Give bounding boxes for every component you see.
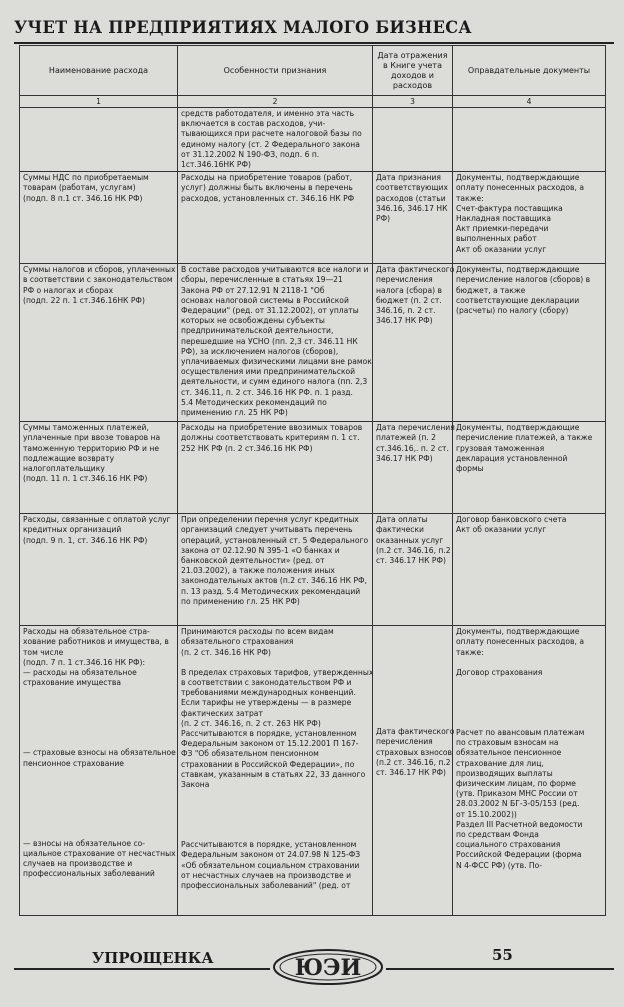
cell-line: профессиональных заболеваний" (ред. от: [181, 881, 351, 891]
cell-line: Федеральным законом от 15.12.2001 П 167-: [181, 739, 359, 749]
cell-line: производящих выплаты: [456, 768, 553, 778]
column-number-row: [20, 96, 606, 108]
cell-line: в соответствии с законодательством РФ и: [181, 678, 352, 688]
table-cell: [178, 264, 373, 422]
cell-line: от несчастных случаев на производстве и: [181, 870, 352, 880]
cell-line: социального страхования: [456, 840, 561, 850]
cell-line: страхование для лиц,: [456, 758, 544, 768]
cell-line: Документы, подтверждающие: [456, 265, 580, 275]
cell-line: Дата фактического: [376, 727, 455, 737]
cell-line: расходов (статьи: [376, 193, 446, 203]
table-cell: [453, 108, 606, 172]
table-cell: [178, 422, 373, 514]
table-row: [20, 172, 606, 264]
cell-line: соответствующие декларации: [456, 295, 580, 305]
cell-line: РФ о налогах и сборах: [23, 285, 114, 295]
cell-line: 1ст.346.16НК РФ): [181, 160, 252, 170]
cell-line: Счет-фактура поставщика: [456, 203, 563, 213]
cell-line: (п.2 ст. 346.16, п.2: [376, 545, 451, 555]
cell-line: перечисления: [376, 737, 433, 747]
cell-line: оказанных услуг: [376, 535, 444, 545]
cell-line: — взносы на обязательное со-: [23, 838, 146, 848]
cell-line: соответствующих: [376, 183, 449, 193]
cell-line: 346.16, 346.17 НК: [376, 203, 448, 213]
cell-line: Рассчитываются в порядке, установленном: [181, 729, 357, 739]
table-cell: [453, 514, 606, 626]
cell-line: [23, 789, 174, 799]
cell-line: [456, 708, 602, 718]
cell-line: Рассчитываются в порядке, установленном: [181, 840, 357, 850]
cell-line: осуществления ими предпринимательской: [181, 367, 356, 377]
cell-line: деятельности, и сумм единого налога (пп. 2,3: [181, 377, 368, 387]
cell-line: сборы, перечисленные в статьях 19—21: [181, 275, 343, 285]
cell-line: (подп. 22 п. 1 ст.346.16НК РФ): [23, 295, 145, 305]
header-rule: [14, 42, 614, 44]
cell-line: по страховым взносам на: [456, 738, 559, 748]
cell-line: которых не освобождены субъекты: [181, 316, 325, 326]
cell-line: Накладная поставщика: [456, 214, 551, 224]
cell-line: [376, 667, 449, 677]
cell-line: пенсионное страхование: [23, 758, 124, 768]
cell-line: [23, 698, 174, 708]
cell-line: Суммы таможенных платежей,: [23, 423, 149, 433]
cell-line: хование работников и имущества, в: [23, 637, 169, 647]
cell-line: Документы, подтверждающие: [456, 423, 580, 433]
cell-line: Если тарифы не утверждены — в размере: [181, 698, 352, 708]
cell-line: предпринимательской деятельности,: [181, 326, 334, 336]
cell-line: организаций следует учитывать перечень: [181, 525, 353, 535]
cell-line: Акт об оказании услуг: [456, 525, 547, 535]
cell-line: декларация установленной: [456, 453, 568, 463]
header-documents: Оправдательные документы: [453, 46, 606, 96]
table-row: [20, 108, 606, 172]
cell-line: В составе расходов учитываются все налоги и: [181, 265, 369, 275]
table-cell: [178, 172, 373, 264]
footer-section-title: УПРОЩЕНКА: [88, 949, 218, 967]
cell-line: 346.16, п. 2 ст.: [376, 306, 436, 316]
cell-line: (подп. 7 п. 1 ст.346.16 НК РФ):: [23, 657, 146, 667]
cell-line: Принимаются расходы по всем видам: [181, 627, 334, 637]
cell-line: Договор банковского счета: [456, 515, 567, 525]
cell-line: выполненных работ: [456, 234, 537, 244]
cell-line: формы: [456, 464, 484, 474]
cell-line: [376, 627, 449, 637]
cell-line: [376, 677, 449, 687]
cell-line: также:: [456, 647, 484, 657]
cell-line: Суммы НДС по приобретаемым: [23, 173, 149, 183]
table-cell: [20, 172, 178, 264]
cell-line: том числе: [23, 647, 64, 657]
cell-line: операций, установленный ст. 5 Федерального: [181, 535, 369, 545]
cell-line: Федерации" (ред. от 31.12.2002), от уплаты: [181, 306, 359, 316]
table-cell: [178, 108, 373, 172]
cell-line: 28.03.2002 N БГ-3-05/153 (ред.: [456, 799, 580, 809]
cell-line: по применению гл. 25 НК РФ): [181, 596, 300, 606]
cell-line: грузовая таможенная: [456, 443, 545, 453]
cell-line: физическим лицам, по форме: [456, 779, 576, 789]
cell-line: — страховые взносы на обязательное: [23, 748, 176, 758]
cell-line: (п.2 ст. 346.16, п.2: [376, 757, 451, 767]
cell-line: перечисление налогов (сборов) в: [456, 275, 591, 285]
cell-line: Акт об оказании услуг: [456, 244, 547, 254]
column-number: 2: [178, 96, 373, 108]
cell-line: страхование имущества: [23, 678, 122, 688]
table-cell: [178, 514, 373, 626]
table-cell: [373, 626, 453, 916]
cell-line: [181, 800, 369, 810]
cell-line: в соответствии с законодательством: [23, 275, 173, 285]
cell-line: [456, 678, 602, 688]
cell-line: закона от 02.12.90 N 395-1 «О банках и: [181, 545, 340, 555]
cell-line: уплаченные при ввозе товаров на: [23, 433, 161, 443]
cell-line: [23, 779, 174, 789]
header-expense-name: Наименование расхода: [20, 46, 178, 96]
cell-line: оплату понесенных расходов, а: [456, 183, 585, 193]
running-head: УЧЕТ НА ПРЕДПРИЯТИЯХ МАЛОГО БИЗНЕСА: [14, 18, 472, 37]
cell-line: ст. 346.17 НК РФ): [376, 768, 447, 778]
table-body: [20, 108, 606, 916]
cell-line: [376, 657, 449, 667]
cell-line: 5.4 Методических рекомендаций по: [181, 397, 327, 407]
cell-line: РФ): [376, 214, 391, 224]
cell-line: [456, 698, 602, 708]
cell-line: [23, 728, 174, 738]
cell-line: обязательного страхования: [181, 637, 294, 647]
cell-line: ст. 346.11, п. 2 ст. 346.16 НК РФ. п. 1 разд.: [181, 387, 353, 397]
cell-line: подлежащие возврату: [23, 453, 115, 463]
cell-line: [181, 810, 369, 820]
cell-line: налога (сбора) в: [376, 285, 442, 295]
cell-line: фактически: [376, 525, 424, 535]
cell-line: профессиональных заболеваний: [23, 869, 155, 879]
cell-line: включается в состав расходов, учи-: [181, 119, 326, 129]
table-cell: [20, 514, 178, 626]
cell-line: Расходы на приобретение ввозимых товаров: [181, 423, 363, 433]
cell-line: тывающихся при расчете налоговой базы по: [181, 129, 362, 139]
cell-line: [181, 820, 369, 830]
cell-line: (расчеты) по налогу (сбору): [456, 306, 569, 316]
table-cell: [453, 422, 606, 514]
table-row: [20, 422, 606, 514]
cell-line: Дата признания: [376, 173, 441, 183]
cell-line: перешедшие на УСНО (пп. 2,3 ст. 346.11 НК: [181, 336, 358, 346]
cell-line: [23, 809, 174, 819]
page-header: [14, 18, 614, 37]
expenses-table: [19, 45, 606, 916]
column-number: 1: [20, 96, 178, 108]
table-cell: [20, 422, 178, 514]
header-date: Дата отражения в Книге учета доходов и расходов: [373, 46, 453, 96]
logo-text: ЮЭИ: [294, 955, 362, 981]
cell-line: требованиями международных конвенций.: [181, 688, 356, 698]
cell-line: бюджет (п. 2 ст.: [376, 295, 442, 305]
cell-line: услуг) должны быть включены в перечень: [181, 183, 353, 193]
cell-line: платежей (п. 2: [376, 433, 437, 443]
cell-line: перечисление платежей, а также: [456, 433, 593, 443]
table-row: [20, 264, 606, 422]
cell-line: [23, 708, 174, 718]
cell-line: [456, 718, 602, 728]
page-footer: [14, 946, 614, 986]
cell-line: Расходы на приобретение товаров (работ,: [181, 173, 353, 183]
table-cell: [453, 264, 606, 422]
cell-line: [376, 697, 449, 707]
cell-line: ст.346.16,. п. 2 ст.: [376, 443, 449, 453]
cell-line: [23, 819, 174, 829]
cell-line: Дата оплаты: [376, 515, 428, 525]
cell-line: [23, 799, 174, 809]
cell-line: средств работодателя, и именно эта часть: [181, 109, 355, 118]
cell-line: (п. 2 ст. 346.16, п. 2 ст. 263 НК РФ): [181, 718, 321, 728]
table-cell: [373, 264, 453, 422]
table-cell: [373, 108, 453, 172]
cell-line: [23, 769, 174, 779]
cell-line: Суммы налогов и сборов, уплаченных: [23, 265, 176, 275]
cell-line: случаев на производстве и: [23, 859, 133, 869]
cell-line: налогоплательщику: [23, 464, 105, 474]
cell-line: Дата перечисления: [376, 423, 455, 433]
cell-line: 21.03.2002), а также положения иных: [181, 566, 335, 576]
table-cell: [453, 172, 606, 264]
cell-line: бюджет, а также: [456, 285, 526, 295]
cell-line: ФЗ "Об обязательном пенсионном: [181, 749, 319, 759]
cell-line: страховании в Российской Федерации», по: [181, 759, 355, 769]
cell-line: В пределах страховых тарифов, утвержденных: [181, 667, 374, 677]
cell-line: ставкам, указанным в статьях 22, 33 данного: [181, 769, 366, 779]
cell-line: Закона РФ от 27.12.91 N 2118-1 "Об: [181, 285, 325, 295]
cell-line: [376, 637, 449, 647]
cell-line: единому налогу (ст. 2 Федерального закона: [181, 139, 360, 149]
table-row: [20, 626, 606, 916]
cell-line: [181, 658, 369, 668]
cell-line: Закона: [181, 780, 210, 790]
cell-line: также:: [456, 193, 484, 203]
cell-line: оплату понесенных расходов, а: [456, 637, 585, 647]
cell-line: (подп. 9 п. 1, ст. 346.16 НК РФ): [23, 535, 148, 545]
cell-line: Российской Федерации (форма: [456, 850, 582, 860]
cell-line: товарам (работам, услугам): [23, 183, 136, 193]
cell-line: п. 13 разд. 5.4 Методических рекомендаций: [181, 586, 361, 596]
cell-line: применению гл. 25 НК РФ): [181, 408, 288, 418]
cell-line: Документы, подтверждающие: [456, 173, 580, 183]
cell-line: кредитных организаций: [23, 525, 122, 535]
cell-line: перечисления: [376, 275, 433, 285]
cell-line: страховых взносов: [376, 747, 453, 757]
cell-line: При определении перечня услуг кредитных: [181, 515, 359, 525]
cell-line: банковской деятельности» (ред. от: [181, 556, 325, 566]
cell-line: ст. 346.17 НК РФ): [376, 556, 447, 566]
cell-line: [23, 718, 174, 728]
cell-line: Раздел III Расчетной ведомости: [456, 819, 583, 829]
cell-line: [181, 830, 369, 840]
table-cell: [20, 264, 178, 422]
cell-line: уплачиваемых физическими лицами вне рамок: [181, 357, 372, 367]
table-cell: [20, 626, 178, 916]
cell-line: от 15.10.2002)): [456, 809, 517, 819]
cell-line: Расходы на обязательное стра-: [23, 627, 150, 637]
cell-line: от 31.12.2002 N 190-ФЗ, подп. 6 п.: [181, 149, 320, 159]
cell-line: [23, 688, 174, 698]
cell-line: расходов, установленных ст. 346.16 НК РФ: [181, 193, 355, 203]
cell-line: по средствам Фонда: [456, 830, 539, 840]
cell-line: Дата фактического: [376, 265, 455, 275]
column-number: 3: [373, 96, 453, 108]
cell-line: (п. 2 ст. 346.16 НК РФ): [181, 647, 272, 657]
cell-line: [456, 658, 602, 668]
table-cell: [373, 172, 453, 264]
publisher-logo: [270, 946, 386, 986]
cell-line: — расходы на обязательное: [23, 668, 137, 678]
cell-line: [181, 790, 369, 800]
table-header-row: [20, 46, 606, 96]
cell-line: законодательных актов (п.2 ст. 346.16 НК РФ,: [181, 576, 367, 586]
cell-line: 346.17 НК РФ): [376, 316, 433, 326]
cell-line: таможенную территорию РФ и не: [23, 443, 160, 453]
cell-line: 346.17 НК РФ): [376, 453, 433, 463]
cell-line: (подп. 8 п.1 ст. 346.16 НК РФ): [23, 193, 143, 203]
cell-line: Договор страхования: [456, 667, 543, 677]
cell-line: [23, 738, 174, 748]
cell-line: N 4-ФСС РФ) (утв. По-: [456, 860, 542, 870]
cell-line: Федеральным законом от 24.07.98 N 125-ФЗ: [181, 850, 361, 860]
cell-line: Расчет по авансовым платежам: [456, 728, 585, 738]
table-cell: [178, 626, 373, 916]
cell-line: (подп. 11 п. 1 ст.346.16 НК РФ): [23, 474, 148, 484]
page-number: 55: [488, 946, 517, 964]
cell-line: «Об обязательном социальном страховании: [181, 860, 360, 870]
table-cell: [20, 108, 178, 172]
cell-line: РФ), за исключением налогов (сборов),: [181, 346, 339, 356]
table-cell: [453, 626, 606, 916]
cell-line: 252 НК РФ (п. 2 ст.346.16 НК РФ): [181, 443, 313, 453]
cell-line: Документы, подтверждающие: [456, 627, 580, 637]
cell-line: должны соответствовать критериям п. 1 ст.: [181, 433, 360, 443]
cell-line: Расходы, связанные с оплатой услуг: [23, 515, 171, 525]
table-row: [20, 514, 606, 626]
cell-line: обязательное пенсионное: [456, 748, 562, 758]
table-cell: [373, 514, 453, 626]
cell-line: [376, 687, 449, 697]
table-cell: [373, 422, 453, 514]
cell-line: (утв. Приказом МНС России от: [456, 789, 578, 799]
cell-line: Акт приемки-передачи: [456, 224, 549, 234]
cell-line: циальное страхование от несчастных: [23, 849, 176, 859]
cell-line: основах налоговой системы в Российской: [181, 295, 349, 305]
cell-line: [376, 647, 449, 657]
column-number: 4: [453, 96, 606, 108]
cell-line: [456, 688, 602, 698]
header-recognition: Особенности признания: [178, 46, 373, 96]
cell-line: [376, 717, 449, 727]
cell-line: [376, 707, 449, 717]
cell-line: [23, 829, 174, 839]
cell-line: фактических затрат: [181, 708, 263, 718]
